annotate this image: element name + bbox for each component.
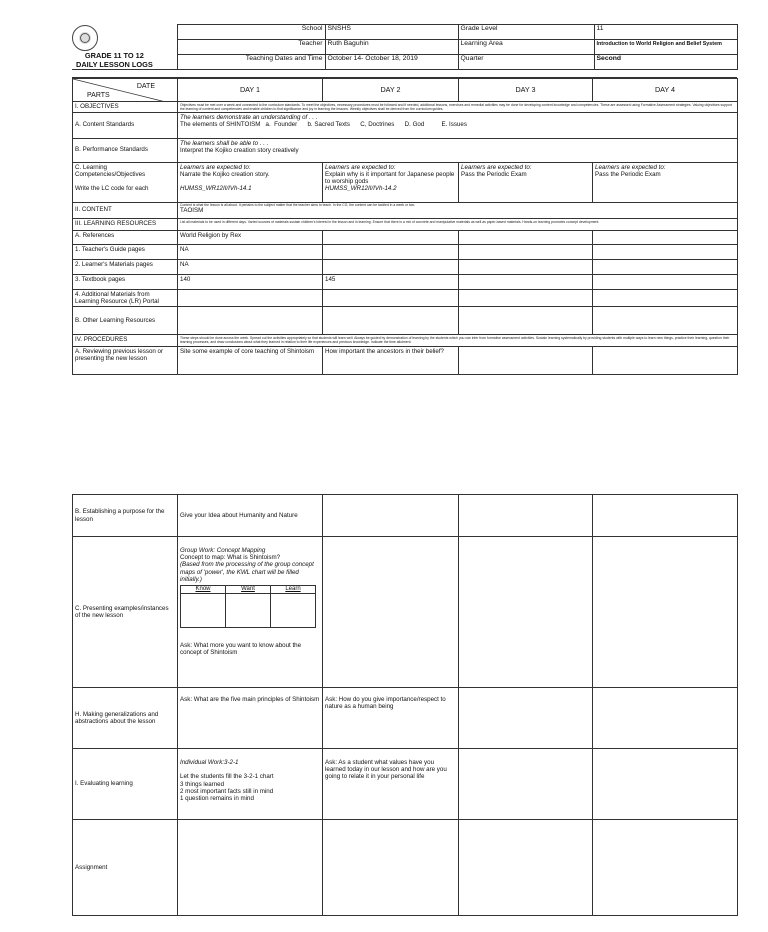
references-label: A. References	[73, 230, 178, 244]
header-table	[72, 24, 738, 78]
evaluating-line-2: 3 things learned	[180, 780, 225, 788]
log-title	[76, 51, 153, 69]
content-standards-cell	[178, 112, 738, 138]
content-label: II. CONTENT	[73, 202, 178, 218]
day-3-header: DAY 3	[459, 78, 593, 101]
kwl-chart	[180, 585, 316, 628]
evaluating-label: I. Evaluating learning	[73, 749, 178, 820]
presenting-ask: Ask: What more you want to know about the concept of Shintoism	[180, 642, 302, 657]
expected-label: Learners are expected to:	[461, 163, 532, 171]
performance-standards-text: Interpret the Kojiko creation story creatively	[180, 146, 299, 154]
teachers-guide-label: 1. Teacher's Guide pages	[73, 244, 178, 259]
other-resources-label: B. Other Learning Resources	[73, 306, 178, 334]
kwl-know: Know	[181, 586, 226, 594]
assignment-label: Assignment	[73, 820, 178, 916]
learning-resources-note: List all materials to be used in different days. Varied sources of materials sustain children's interest in the lesson and in learning. Ensure that there is a mix of concrete and manipulative materials as well as paper-based materials. Hands-on learning promotes concept development.	[178, 218, 738, 230]
content-standards-intro: The learners demonstrate an understanding of . . .	[180, 113, 318, 121]
expected-label: Learners are expected to:	[180, 163, 251, 171]
teacher-label: Teacher	[177, 39, 325, 54]
concept-map-instructions: (Based from the processing of the group concept maps of 'power', the KWL chart will be filled initially.)	[180, 561, 314, 583]
quarter-value: Second	[594, 54, 737, 69]
deped-seal-icon	[72, 25, 98, 51]
day-4-competency-text: Pass the Periodic Exam	[595, 170, 661, 178]
generalizations-day-2: Ask: How do you give importance/respect to nature as a human being	[323, 688, 459, 749]
textbook-label: 3. Textbook pages	[73, 274, 178, 289]
parts-label: PARTS	[87, 92, 110, 100]
title-line-2: DAILY LESSON LOGS	[76, 59, 153, 69]
evaluating-day-2: Ask: As a student what values have you learned today in our lesson and how are you going to relate it in your personal life	[323, 749, 459, 820]
additional-materials-label: 4. Additional Materials from Learning Resource (LR) Portal	[73, 289, 178, 306]
reviewing-day-2: How important the ancestors in their belief?	[323, 346, 459, 374]
day-2-header: DAY 2	[323, 78, 459, 101]
grade-level-label: Grade Level	[458, 25, 594, 40]
textbook-day-2: 145	[323, 274, 459, 289]
content-cell	[178, 202, 738, 218]
day-3-competency-text: Pass the Periodic Exam	[461, 170, 527, 178]
performance-standards-label: B. Performance Standards	[73, 138, 178, 162]
evaluating-day-1	[178, 749, 323, 820]
generalizations-label: H. Making generalizations and abstractions about the lesson	[73, 688, 178, 749]
group-work-title: Group Work: Concept Mapping	[180, 547, 266, 554]
generalizations-day-1: Ask: What are the five main principles of Shintoism	[178, 688, 323, 749]
lesson-grid	[72, 78, 738, 375]
spacer-row	[72, 69, 737, 77]
quarter-label: Quarter	[458, 54, 594, 69]
expected-label: Learners are expected to:	[595, 163, 666, 171]
competencies-label: C. Learning Competencies/Objectives	[75, 163, 146, 178]
lc-code-label: Write the LC code for each	[75, 185, 149, 193]
purpose-label: B. Establishing a purpose for the lesson	[73, 495, 178, 537]
content-note: Content is what the lesson is all about. It pertains to the subject matter that the teacher aims to teach. In the CG, the content can be tackled in a week or two.	[180, 202, 416, 207]
lesson-log-page-2	[72, 494, 737, 916]
day-2-competency	[323, 162, 459, 202]
day-2-competency-text: Explain why is it important for Japanese people to worship gods	[325, 170, 455, 185]
evaluating-line-4: 1 question remains in mind	[180, 795, 254, 803]
lesson-log-page-1	[72, 24, 737, 375]
day-1-competency-text: Narrate the Kojiko creation story.	[180, 170, 270, 178]
day-1-lc-code: HUMSS_WR12II/IVh-14.1	[180, 185, 252, 193]
evaluating-line-3: 2 most important facts still in mind	[180, 787, 274, 795]
day-1-competency	[178, 162, 323, 202]
presenting-label: C. Presenting examples/instances of the new lesson	[73, 537, 178, 688]
presenting-day-1	[178, 537, 323, 688]
learning-area-label: Learning Area	[458, 39, 594, 54]
objectives-note: Objectives must be met over a week and connected to the curriculum standards. To meet the objectives, necessary procedures must be followed and if needed, additional lessons, exercises and remedial activities may be done for developing content knowledge and competencies. These are assessed using Formative Assessment strategies. Valuing objectives support the learning of content and competencies and enable children to find significance and joy in learning the lessons. Weekly objectives shall be derived from the curriculum guides.	[178, 101, 738, 112]
textbook-day-1: 140	[178, 274, 323, 289]
date-parts-cell	[73, 78, 178, 101]
learners-materials-day-1: NA	[178, 259, 323, 274]
learners-materials-label: 2. Learner's Materials pages	[73, 259, 178, 274]
day-1-header: DAY 1	[178, 78, 323, 101]
deped-logo-cell	[72, 25, 177, 70]
grade-level-value: 11	[594, 25, 737, 40]
reviewing-day-1: Site some example of core teaching of Shintoism	[178, 346, 323, 374]
kwl-learn: Learn	[271, 586, 316, 594]
performance-standards-cell	[178, 138, 738, 162]
dates-label: Teaching Dates and Time	[177, 54, 325, 69]
lesson-grid-continued	[72, 494, 738, 916]
procedures-note: These steps should be done across the week. Spread out the activities appropriately so that students will learn well. Always be guided by demonstration of learning by the students which you can infer from formative assessment activities. Sustain learning systematically by providing students with multiple ways to learn new things, practice their learning, question their learning processes, and draw conclusions about what they learned in relation to their life experiences and previous knowledge. Indicate the time allotment.	[178, 334, 738, 346]
content-value: TAOISM	[180, 206, 204, 214]
content-standards-label: A. Content Standards	[73, 112, 178, 138]
teacher-value: Ruth Baguhin	[325, 39, 458, 54]
purpose-day-1: Give your Idea about Humanity and Nature	[178, 495, 323, 537]
learning-resources-label: III. LEARNING RESOURCES	[73, 218, 178, 230]
dates-value: October 14- October 18, 2019	[325, 54, 458, 69]
competencies-label-cell	[73, 162, 178, 202]
evaluating-line-1: Let the students fill the 3-2-1 chart	[180, 773, 274, 781]
objectives-label: I. OBJECTIVES	[73, 101, 178, 112]
day-3-competency	[459, 162, 593, 202]
kwl-want: Want	[226, 586, 271, 594]
teachers-guide-day-1: NA	[178, 244, 323, 259]
date-label: DATE	[136, 82, 155, 90]
day-4-competency	[593, 162, 738, 202]
individual-work-title: Individual Work:3-2-1	[180, 759, 239, 766]
performance-standards-intro: The learners shall be able to . . .	[180, 139, 269, 147]
school-value: SNSHS	[325, 25, 458, 40]
title-line-1: GRADE 11 TO 12	[84, 50, 144, 60]
references-day-1: World Religion by Rex	[178, 230, 323, 244]
learning-area-value: Introduction to World Religion and Belief System	[594, 39, 737, 54]
day-2-lc-code: HUMSS_WR12II/IVh-14.2	[325, 185, 397, 193]
concept-to-map: Concept to map: What is Shintoism?	[180, 554, 281, 562]
content-standards-text: The elements of SHINTOISM a. Founder b. Sacred Texts C, Doctrines D. God E. Issues	[180, 120, 467, 128]
school-label: School	[177, 25, 325, 40]
procedures-label: IV. PROCEDURES	[73, 334, 178, 346]
day-4-header: DAY 4	[593, 78, 738, 101]
reviewing-label: A. Reviewing previous lesson or presenting the new lesson	[73, 346, 178, 374]
expected-label: Learners are expected to:	[325, 163, 396, 171]
